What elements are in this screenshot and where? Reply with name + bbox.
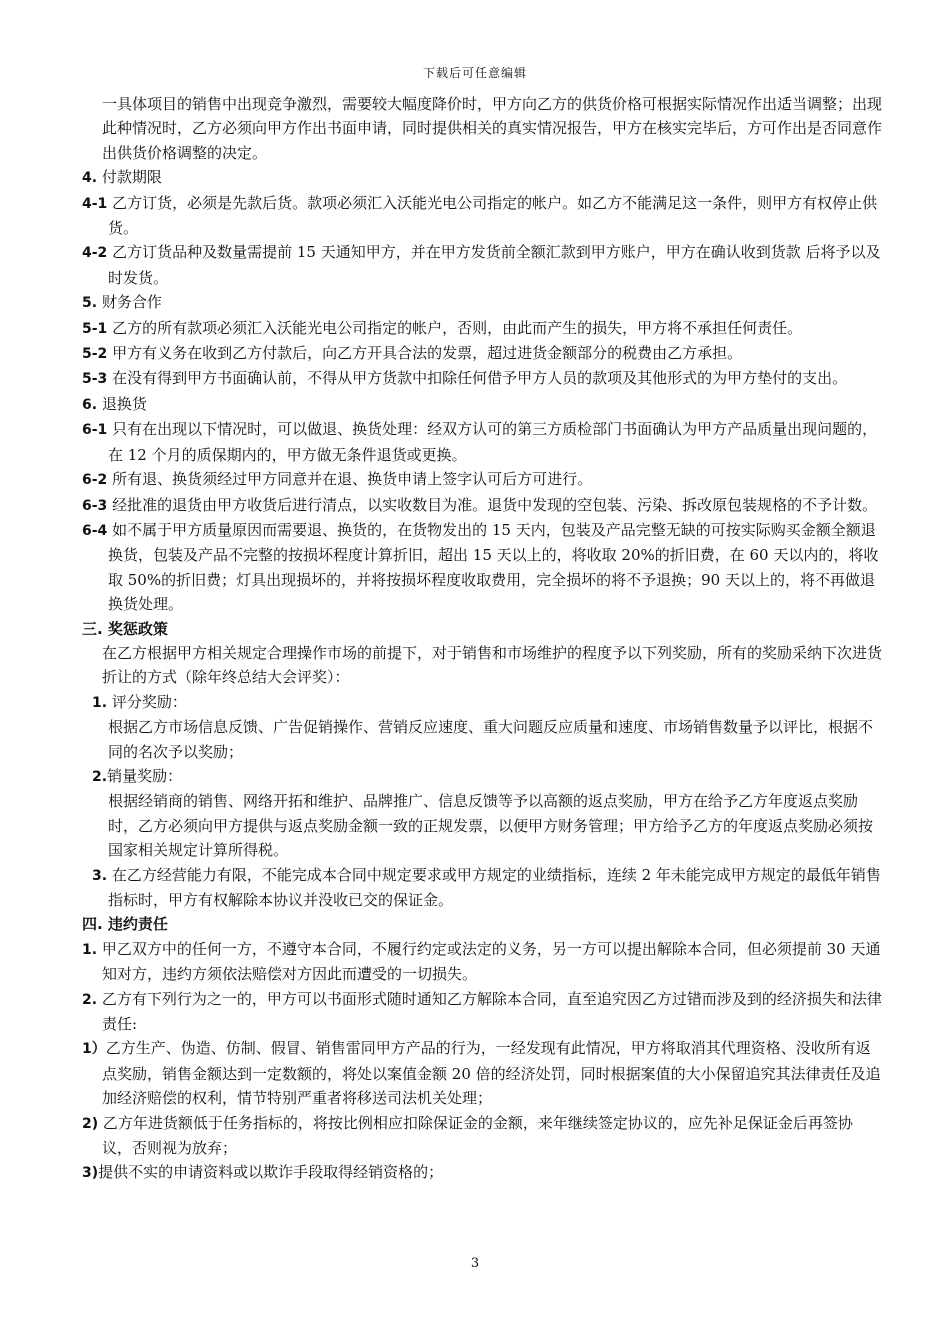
liability-item-2: 2) 乙方年进货额低于任务指标的，将按比例相应扣除保证金的金额，来年继续签定协议的，应先补足保证金后再签协议，否则视为放弃；: [82, 1113, 853, 1158]
paragraph-price-adjustment: 一具体项目的销售中出现竞争激烈，需要较大幅度降价时，甲方向乙方的供货价格可根据实际情况作出适当调整；出现此种情况时，乙方必须向甲方作出书面申请，同时提供相关的真实情况报告，甲方在核实完毕后，方可作出是否同意作出供货价格调整的决定。: [102, 95, 883, 162]
liability-item-1: 1）乙方生产、伪造、仿制、假冒、销售雷同甲方产品的行为，一经发现有此情况，甲方将取消其代理资格、没收所有返点奖励，销售金额达到一定数额的，将处以案值金额 20 倍的经济处罚，同时根据案值的大小保留追究其法律责任及追加经济赔偿的权利，情节特别严重者将移送司法机关处理；: [82, 1039, 881, 1108]
reward-1-text: 根据乙方市场信息反馈、广告促销操作、营销反应速度、重大问题反应质量和速度、市场销售数量予以评比，根据不同的名次予以奖励；: [108, 718, 874, 761]
clause-6-2: 6-2 所有退、换货须经过甲方同意并在退、换货申请上签字认可后方可进行。: [82, 470, 593, 489]
clause-5-1: 5-1 乙方的所有款项必须汇入沃能光电公司指定的帐户，否则，由此而产生的损失，甲方将不承担任何责任。: [82, 318, 803, 337]
section-3-intro: 在乙方根据甲方相关规定合理操作市场的前提下，对于销售和市场维护的程度予以下列奖励，所有的奖励采纳下次进货折让的方式（除年终总结大会评奖）：: [102, 643, 883, 687]
clause-6-1: 6-1 只有在出现以下情况时，可以做退、换货处理：经双方认可的第三方质检部门书面确认为甲方产品质量出现问题的，在 12 个月的质保期内的，甲方做无条件退货或更换。: [82, 420, 878, 464]
reward-1-heading: 1. 评分奖励：: [92, 692, 187, 711]
liability-item-3: 3)提供不实的申请资料或以欺诈手段取得经销资格的；: [82, 1163, 444, 1182]
section-3-heading: 三. 奖惩政策: [82, 619, 168, 638]
section-6-heading: 6. 退换货: [82, 394, 147, 413]
reward-2-text: 根据经销商的销售、网络开拓和维护、品牌推广、信息反馈等予以高额的返点奖励，甲方在给予乙方年度返点奖励时，乙方必须向甲方提供与返点奖励金额一致的正规发票，以便甲方财务管理；甲方给予乙方的年度返点奖励必须按国家相关规定计算所得税。: [108, 792, 874, 860]
liability-2: 2. 乙方有下列行为之一的，甲方可以书面形式随时通知乙方解除本合同，直至追究因乙方过错而涉及到的经济损失和法律责任:: [82, 989, 882, 1034]
page-header-note: 下载后可任意编辑: [422, 66, 527, 80]
liability-1: 1. 甲乙双方中的任何一方，不遵守本合同，不履行约定或法定的义务，另一方可以提出解除本合同，但必须提前 30 天通知对方，违约方须依法赔偿对方因此而遭受的一切损失。: [82, 939, 881, 984]
page-number: 3: [470, 1256, 480, 1271]
clause-5-3: 5-3 在没有得到甲方书面确认前，不得从甲方货款中扣除任何借予甲方人员的款项及其他形式的为甲方垫付的支出。: [82, 369, 848, 388]
reward-2-heading: 2.销量奖励：: [92, 766, 183, 785]
clause-5-2: 5-2 甲方有义务在收到乙方付款后，向乙方开具合法的发票，超过进货金额部分的税费由乙方承担。: [82, 344, 743, 363]
section-4-liability-heading: 四. 违约责任: [82, 915, 168, 934]
clause-6-4: 6-4 如不属于甲方质量原因而需要退、换货的，在货物发出的 15 天内，包装及产品完整无缺的可按实际购买金额全额退换货，包装及产品不完整的按损坏程度计算折旧，超出 15 天以上的，将收取 20%的折旧费，在 60 天以内的，将收取 50%的折旧费；灯具出现损坏的，并将按损坏程度收取费用，完全损坏的将不予退换；90 天以上的，将不再做退换货处理。: [82, 520, 879, 614]
clause-6-3: 6-3 经批准的退货由甲方收货后进行清点，以实收数目为准。退货中发现的空包装、污染、拆改原包装规格的不予计数。: [82, 495, 878, 514]
reward-3: 3. 在乙方经营能力有限，不能完成本合同中规定要求或甲方规定的业绩指标，连续 2 年未能完成甲方规定的最低年销售指标时，甲方有权解除本协议并没收已交的保证金。: [92, 865, 881, 909]
section-4-heading: 4. 付款期限: [82, 168, 162, 187]
clause-4-1: 4-1 乙方订货，必须是先款后货。款项必须汇入沃能光电公司指定的帐户。如乙方不能满足这一条件，则甲方有权停止供货。: [82, 193, 878, 238]
document-body: [82, 92, 882, 1186]
clause-4-2: 4-2 乙方订货品种及数量需提前 15 天通知甲方，并在甲方发货前全额汇款到甲方账户，甲方在确认收到货款 后将予以及时发货。: [82, 243, 881, 287]
section-5-heading: 5. 财务合作: [82, 293, 162, 312]
